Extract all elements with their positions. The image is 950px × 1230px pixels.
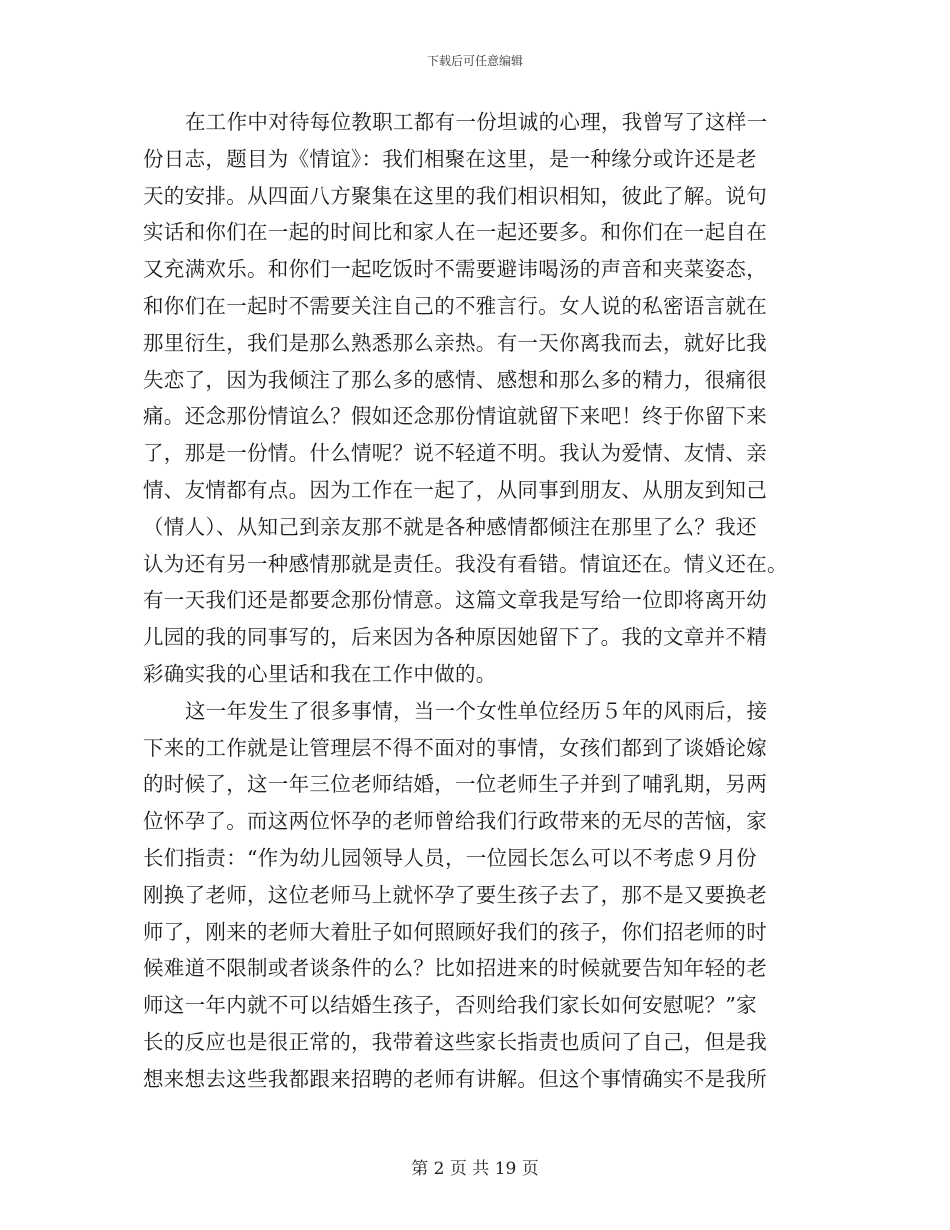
paragraph-line: 在工作中对待每位教职工都有一份坦诚的心理，我曾写了这样一 <box>185 110 768 134</box>
paragraph-line: 彩确实我的心里话和我在工作中做的。 <box>143 661 497 686</box>
paragraph-line: 和你们在一起时不需要关注自己的不雅言行。女人说的私密语言就在 <box>143 293 767 318</box>
paragraph-line: 长们指责：“作为幼儿园领导人员，一位园长怎么可以不考虑９月份 <box>143 845 757 870</box>
paragraph-line: 痛。还念那份情谊么？假如还念那份情谊就留下来吧！终于你留下来 <box>143 404 767 429</box>
paragraph-line: 长的反应也是很正常的，我带着这些家长指责也质问了自己，但是我 <box>143 1029 767 1054</box>
paragraph-line: 有一天我们还是都要念那份情意。这篇文章我是写给一位即将离开幼 <box>143 588 767 613</box>
document-body <box>143 104 807 1098</box>
paragraph-line: 情、友情都有点。因为工作在一起了，从同事到朋友、从朋友到知己 <box>143 477 767 502</box>
paragraph-line: 了，那是一份情。什么情呢？说不轻道不明。我认为爱情、友情、亲 <box>143 441 767 466</box>
page-header: 下载后可任意编辑 <box>426 54 523 68</box>
page-number-footer: 第 2 页 共 19 页 <box>411 1159 539 1179</box>
paragraph-line: （情人）、从知己到亲友那不就是各种感情都倾注在那里了么？我还 <box>143 514 757 539</box>
paragraph-line: 份日志，题目为《情谊》：我们相聚在这里，是一种缘分或许还是老 <box>143 146 757 171</box>
paragraph-line: 想来想去这些我都跟来招聘的老师有讲解。但这个事情确实不是我所 <box>143 1066 767 1091</box>
paragraph-line: 那里衍生，我们是那么熟悉那么亲热。有一天你离我而去，就好比我 <box>143 330 767 355</box>
paragraph-line: 儿园的我的同事写的，后来因为各种原因她留下了。我的文章并不精 <box>143 625 767 650</box>
paragraph-line: 天的安排。从四面八方聚集在这里的我们相识相知，彼此了解。说句 <box>143 183 767 208</box>
paragraph-line: 失恋了，因为我倾注了那么多的感情、感想和那么多的精力，很痛很 <box>143 367 767 392</box>
paragraph-line: 下来的工作就是让管理层不得不面对的事情，女孩们都到了谈婚论嫁 <box>143 735 767 760</box>
paragraph-line: 实话和你们在一起的时间比和家人在一起还要多。和你们在一起自在 <box>143 220 767 245</box>
paragraph-line: 又充满欢乐。和你们一起吃饭时不需要避讳喝汤的声音和夹菜姿态， <box>143 257 767 282</box>
paragraph-line: 师这一年内就不可以结婚生孩子，否则给我们家长如何安慰呢？”家 <box>143 993 757 1018</box>
paragraph-line: 师了，刚来的老师大着肚子如何照顾好我们的孩子，你们招老师的时 <box>143 919 767 944</box>
paragraph-line: 认为还有另一种感情那就是责任。我没有看错。情谊还在。情义还在。 <box>143 551 788 576</box>
paragraph-line: 刚换了老师，这位老师马上就怀孕了要生孩子去了，那不是又要换老 <box>143 882 767 907</box>
paragraph-line: 的时候了，这一年三位老师结婚，一位老师生子并到了哺乳期，另两 <box>143 772 767 797</box>
paragraph-line: 候难道不限制或者谈条件的么？比如招进来的时候就要告知年轻的老 <box>143 956 767 981</box>
paragraph-line: 这一年发生了很多事情，当一个女性单位经历５年的风雨后，接 <box>185 698 768 723</box>
paragraph-line: 位怀孕了。而这两位怀孕的老师曾给我们行政带来的无尽的苦恼，家 <box>143 809 767 834</box>
